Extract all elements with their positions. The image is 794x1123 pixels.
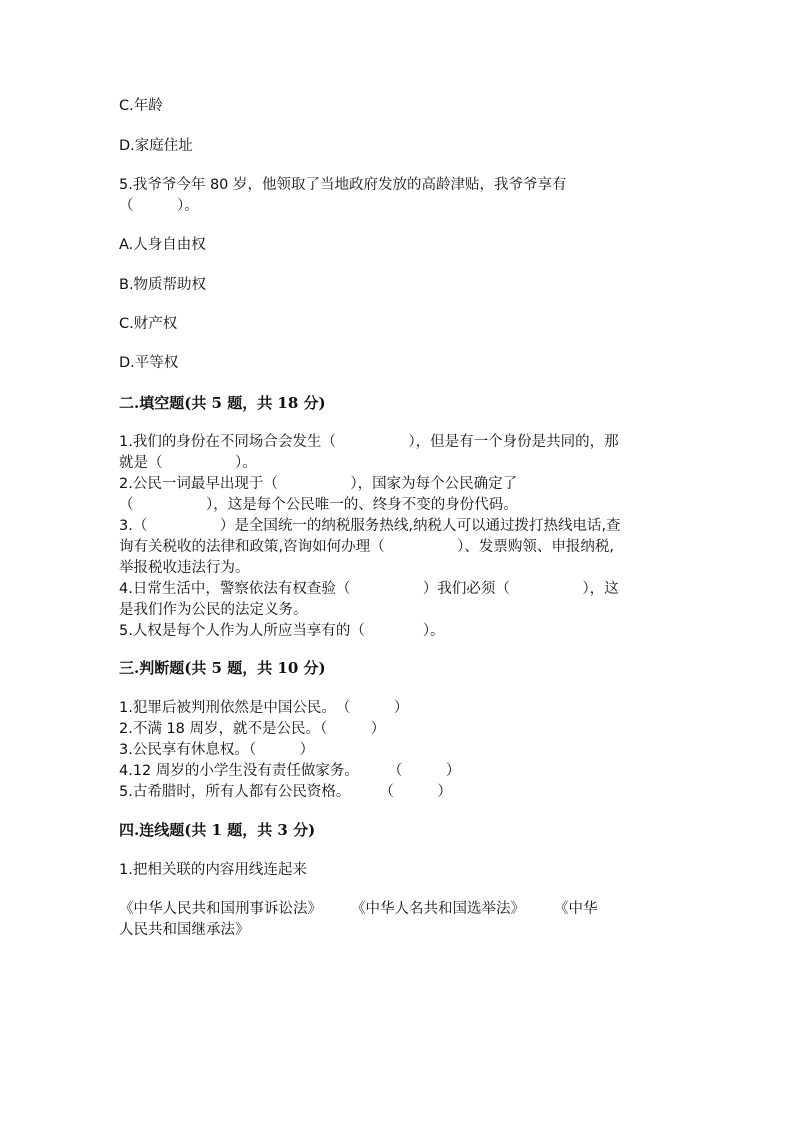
match-items-line2: 人民共和国继承法》 — [119, 922, 250, 938]
question-5-stem-line1: 5.我爷爷今年 80 岁，他领取了当地政府发放的高龄津贴，我爷爷享有 — [119, 177, 567, 193]
judge-line-1: 1.犯罪后被判刑依然是中国公民。 （ ） — [119, 700, 409, 716]
fill-line-5: 3.（ ）是全国统一的纳税服务热线,纳税人可以通过拨打热线电话,查 — [119, 518, 621, 534]
option-d-address: D.家庭住址 — [119, 138, 193, 154]
q5-option-b: B.物质帮助权 — [119, 277, 207, 293]
fill-section-heading: 二.填空题(共 5 题，共 18 分) — [119, 394, 326, 412]
judge-line-5: 5.古希腊时，所有人都有公民资格。 （ ） — [119, 784, 452, 800]
q5-option-d: D.平等权 — [119, 355, 179, 371]
match-question: 1.把相关联的内容用线连起来 — [119, 862, 307, 878]
q5-option-c: C.财产权 — [119, 316, 178, 332]
question-5-stem-line2: （ ）。 — [119, 198, 199, 214]
judge-line-2: 2.不满 18 周岁，就不是公民。（ ） — [119, 721, 386, 737]
fill-line-10: 5.人权是每个人作为人所应当享有的（ ）。 — [119, 623, 445, 639]
fill-line-2: 就是（ ）。 — [119, 455, 257, 471]
judge-line-4: 4.12 周岁的小学生没有责任做家务。 （ ） — [119, 763, 461, 779]
fill-line-4: （ ），这是每个公民唯一的、终身不变的身份代码。 — [119, 497, 518, 513]
match-items-line1: 《中华人民共和国刑事诉讼法》 《中华人名共和国选举法》 《中华 — [119, 901, 598, 917]
fill-line-9: 是我们作为公民的法定义务。 — [119, 602, 308, 618]
fill-line-8: 4.日常生活中，警察依法有权查验（ ）我们必须（ ），这 — [119, 581, 619, 597]
fill-line-3: 2.公民一词最早出现于（ ），国家为每个公民确定了 — [119, 476, 518, 492]
judge-line-3: 3.公民享有休息权。（ ） — [119, 742, 315, 758]
match-section-heading: 四.连线题(共 1 题，共 3 分) — [119, 821, 316, 839]
judge-section-heading: 三.判断题(共 5 题，共 10 分) — [119, 659, 326, 677]
fill-line-6: 询有关税收的法律和政策,咨询如何办理（ ）、发票购领、申报纳税, — [119, 539, 614, 555]
option-c-age: C.年龄 — [119, 98, 163, 114]
fill-line-7: 举报税收违法行为。 — [119, 560, 250, 576]
q5-option-a: A.人身自由权 — [119, 237, 206, 253]
fill-line-1: 1.我们的身份在不同场合会发生（ ），但是有一个身份是共同的，那 — [119, 434, 619, 450]
